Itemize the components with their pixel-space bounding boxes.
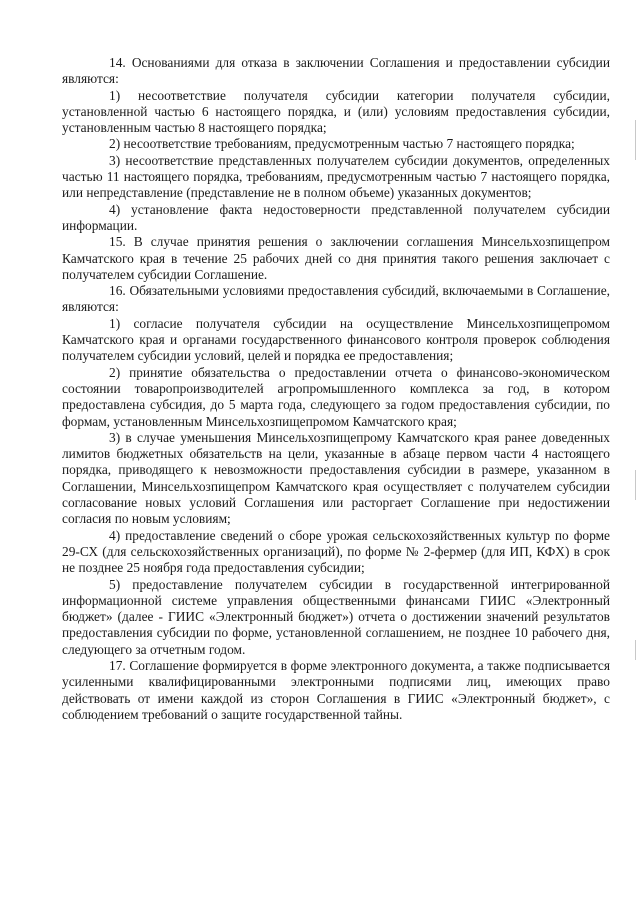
paragraph-14-item-3: 3) несоответствие представленных получателем субсидии документов, определенных частью 11 настоящего порядка, требованиям, предусмотренным частью 7 настоящего порядка, или непредставление (представление не в полном объеме) указанных документов;: [62, 152, 610, 201]
paragraph-14: 14. Основаниями для отказа в заключении Соглашения и предоставлении субсидии являются:: [62, 55, 610, 87]
paragraph-16-item-1: 1) согласие получателя субсидии на осуществление Минсельхозпищепромом Камчатского края и органами государственного финансового контроля проверок соблюдения получателем субсидии условий, целей и порядка ее предоставления;: [62, 315, 610, 364]
scan-edge-mark: [635, 640, 636, 660]
paragraph-15: 15. В случае принятия решения о заключении соглашения Минсельхозпищепром Камчатского края в течение 25 рабочих дней со дня принятия такого решения заключает с получателем субсидии Соглашение.: [62, 234, 610, 282]
paragraph-16-item-5: 5) предоставление получателем субсидии в государственной интегрированной информационной системе управления общественными финансами ГИИС «Электронный бюджет» (далее - ГИИС «Электронный бюджет») отчета о достижении значений результатов предоставления субсидии по форме, установленной соглашением, не позднее 10 рабочего дня, следующего за отчетным годом.: [62, 576, 610, 657]
paragraph-16: 16. Обязательными условиями предоставления субсидий, включаемыми в Соглашение, являются:: [62, 283, 610, 315]
paragraph-16-item-4: 4) предоставление сведений о сборе урожая сельскохозяйственных культур по форме 29-СХ (для сельскохозяйственных организаций), по форме № 2-фермер (для ИП, КФХ) в срок не позднее 25 ноября года предоставления субсидии;: [62, 527, 610, 576]
document-body: [62, 55, 610, 723]
paragraph-17: 17. Соглашение формируется в форме электронного документа, а также подписывается усиленными квалифицированными электронными подписями лиц, имеющих право действовать от имени каждой из сторон Соглашения в ГИИС «Электронный бюджет», с соблюдением требований о защите государственной тайны.: [62, 657, 610, 722]
paragraph-14-item-4: 4) установление факта недостоверности представленной получателем субсидии информации.: [62, 201, 610, 233]
paragraph-14-item-1: 1) несоответствие получателя субсидии категории получателя субсидии, установленной частью 6 настоящего порядка, и (или) условиям предоставления субсидии, установленным частью 8 настоящего порядка;: [62, 87, 610, 136]
paragraph-16-item-2: 2) принятие обязательства о предоставлении отчета о финансово-экономическом состоянии товаропроизводителей агропромышленного комплекса за год, в котором предоставлена субсидия, до 5 марта года, следующего за годом предоставления субсидии, по формам, установленным Минсельхозпищепромом Камчатского края;: [62, 364, 610, 429]
paragraph-16-item-3: 3) в случае уменьшения Минсельхозпищепрому Камчатского края ранее доведенных лимитов бюджетных обязательств на цели, указанные в абзаце первом части 4 настоящего порядка, приводящего к невозможности предоставления субсидии в размере, указанном в Соглашении, Минсельхозпищепром Камчатского края осуществляет с получателем субсидии согласование новых условий Соглашения или расторгает Соглашение при недостижении согласия по новым условиям;: [62, 429, 610, 527]
scan-edge-mark: [635, 120, 636, 160]
scan-edge-mark: [635, 470, 636, 500]
paragraph-14-item-2: 2) несоответствие требованиям, предусмотренным частью 7 настоящего порядка;: [109, 136, 575, 152]
